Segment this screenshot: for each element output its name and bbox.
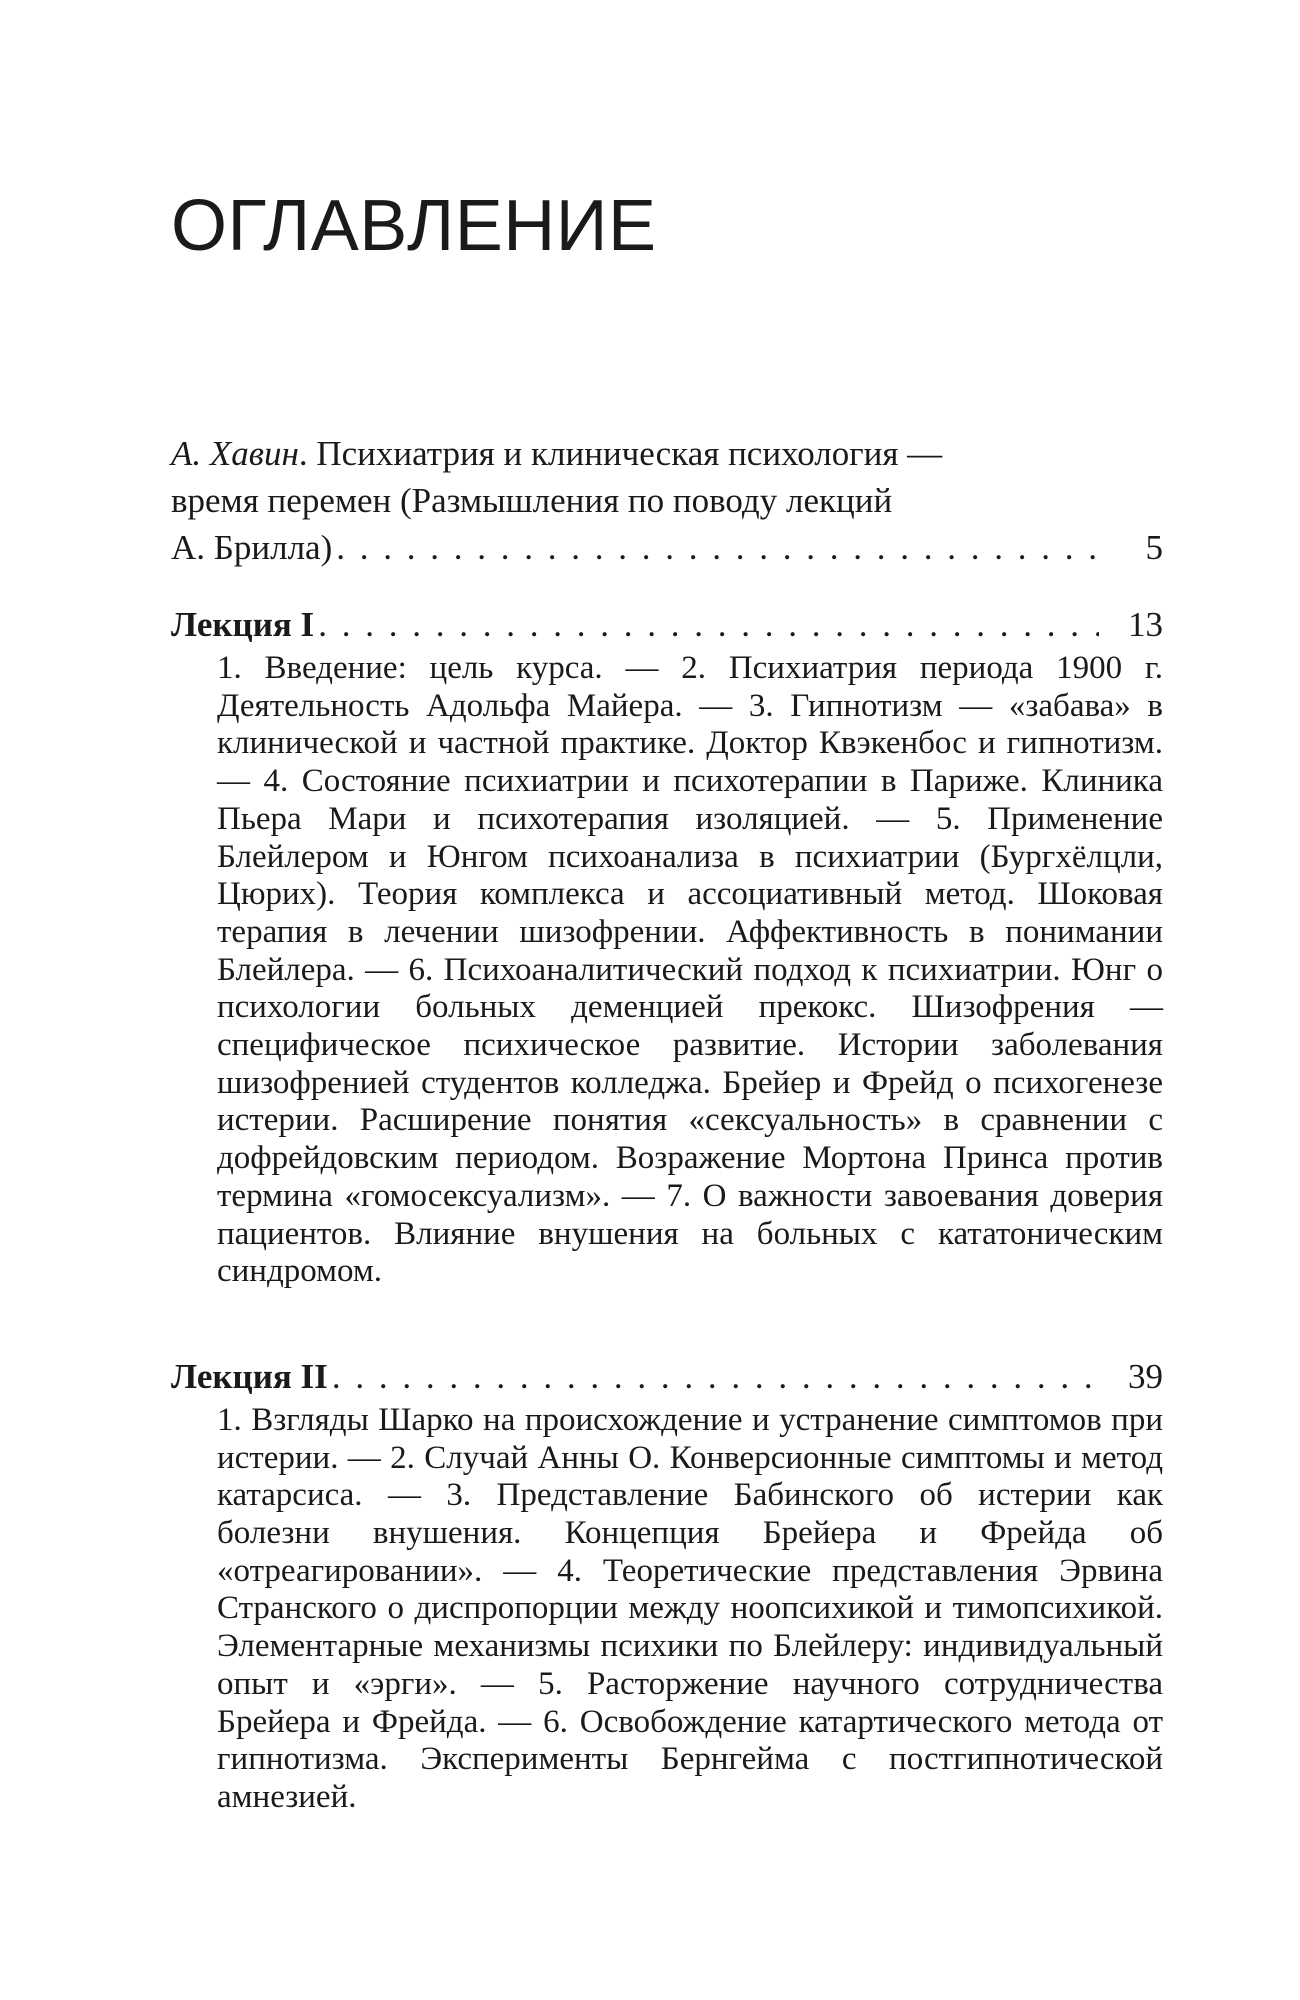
spacer — [171, 571, 1163, 601]
lecture-1-page-number: 13 — [1128, 605, 1163, 644]
spacer — [171, 1291, 1163, 1353]
lecture-1-leader-line — [171, 601, 1163, 648]
preface-leader-line — [171, 524, 1163, 571]
toc-entry-lecture-2 — [171, 1353, 1163, 1400]
preface-author: А. Хавин — [171, 434, 299, 473]
preface-title-line-3: А. Брилла) — [171, 528, 333, 567]
page-title: ОГЛАВЛЕНИЕ — [171, 186, 657, 266]
preface-page-number: 5 — [1145, 528, 1163, 567]
table-of-contents — [171, 430, 1163, 1817]
lecture-2-leader-line — [171, 1353, 1163, 1400]
lecture-2-page-number: 39 — [1128, 1356, 1163, 1396]
lecture-1-label: Лекция I — [171, 605, 315, 644]
toc-entry-lecture-1 — [171, 601, 1163, 648]
toc-entry-preface — [171, 430, 1163, 571]
lecture-2-description: 1. Взгляды Шарко на происхождение и устранение симптомов при истерии. — 2. Случай Анны О. Конверсионные симптомы и метод катарсиса. — 3. Представление Бабинского об истерии как болезни внушения. Концепция Брейера и Фрейда об «отреагировании». — 4. Теоретические представления Эрвина Странского о диспропорции между ноопсихикой и тимопсихикой. Элементарные механизмы психики по Блейлеру: индивидуальный опыт и «эрги». — 5. Расторжение научного сотрудничества Брейера и Фрейда. — 6. Освобождение катартического метода от гипнотизма. Эксперименты Бернгейма с постгипнотической амнезией. — [217, 1401, 1163, 1815]
lecture-1-description: 1. Введение: цель курса. — 2. Психиатрия периода 1900 г. Деятельность Адольфа Майера. — 3. Гипнотизм — «забава» в клинической и частной практике. Доктор Квэкенбос и гипнотизм. — 4. Состояние психиатрии и психотерапии в Париже. Клиника Пьера Мари и психотерапия изоляцией. — 5. Применение Блейлером и Юнгом психоанализа в психиатрии (Бургхёлцли, Цюрих). Теория комплекса и ассоциативный метод. Шоковая терапия в лечении шизофрении. Аффективность в понимании Блейлера. — 6. Психоаналитический подход к психиатрии. Юнг о психологии больных деменцией прекокс. Шизофрения — специфическое психическое развитие. Истории заболевания шизофренией студентов колледжа. Брейер и Фрейд о психогенезе истерии. Расширение понятия «сексуальность» в сравнении с дофрейдовским периодом. Возражение Мортона Принса против термина «гомосексуализм». — 7. О важности завоевания доверия пациентов. Влияние внушения на больных с кататоническим синдромом. — [217, 650, 1163, 1290]
dot-leader — [332, 524, 1099, 571]
preface-title-line-2: время перемен (Размышления по поводу лекций — [171, 481, 893, 520]
lecture-2-label: Лекция II — [171, 1356, 328, 1396]
dot-leader — [314, 601, 1099, 648]
preface-title-line-1 — [171, 430, 1163, 477]
preface-title-part-1: . Психиатрия и клиническая психология — — [298, 434, 943, 473]
dot-leader — [328, 1353, 1099, 1400]
